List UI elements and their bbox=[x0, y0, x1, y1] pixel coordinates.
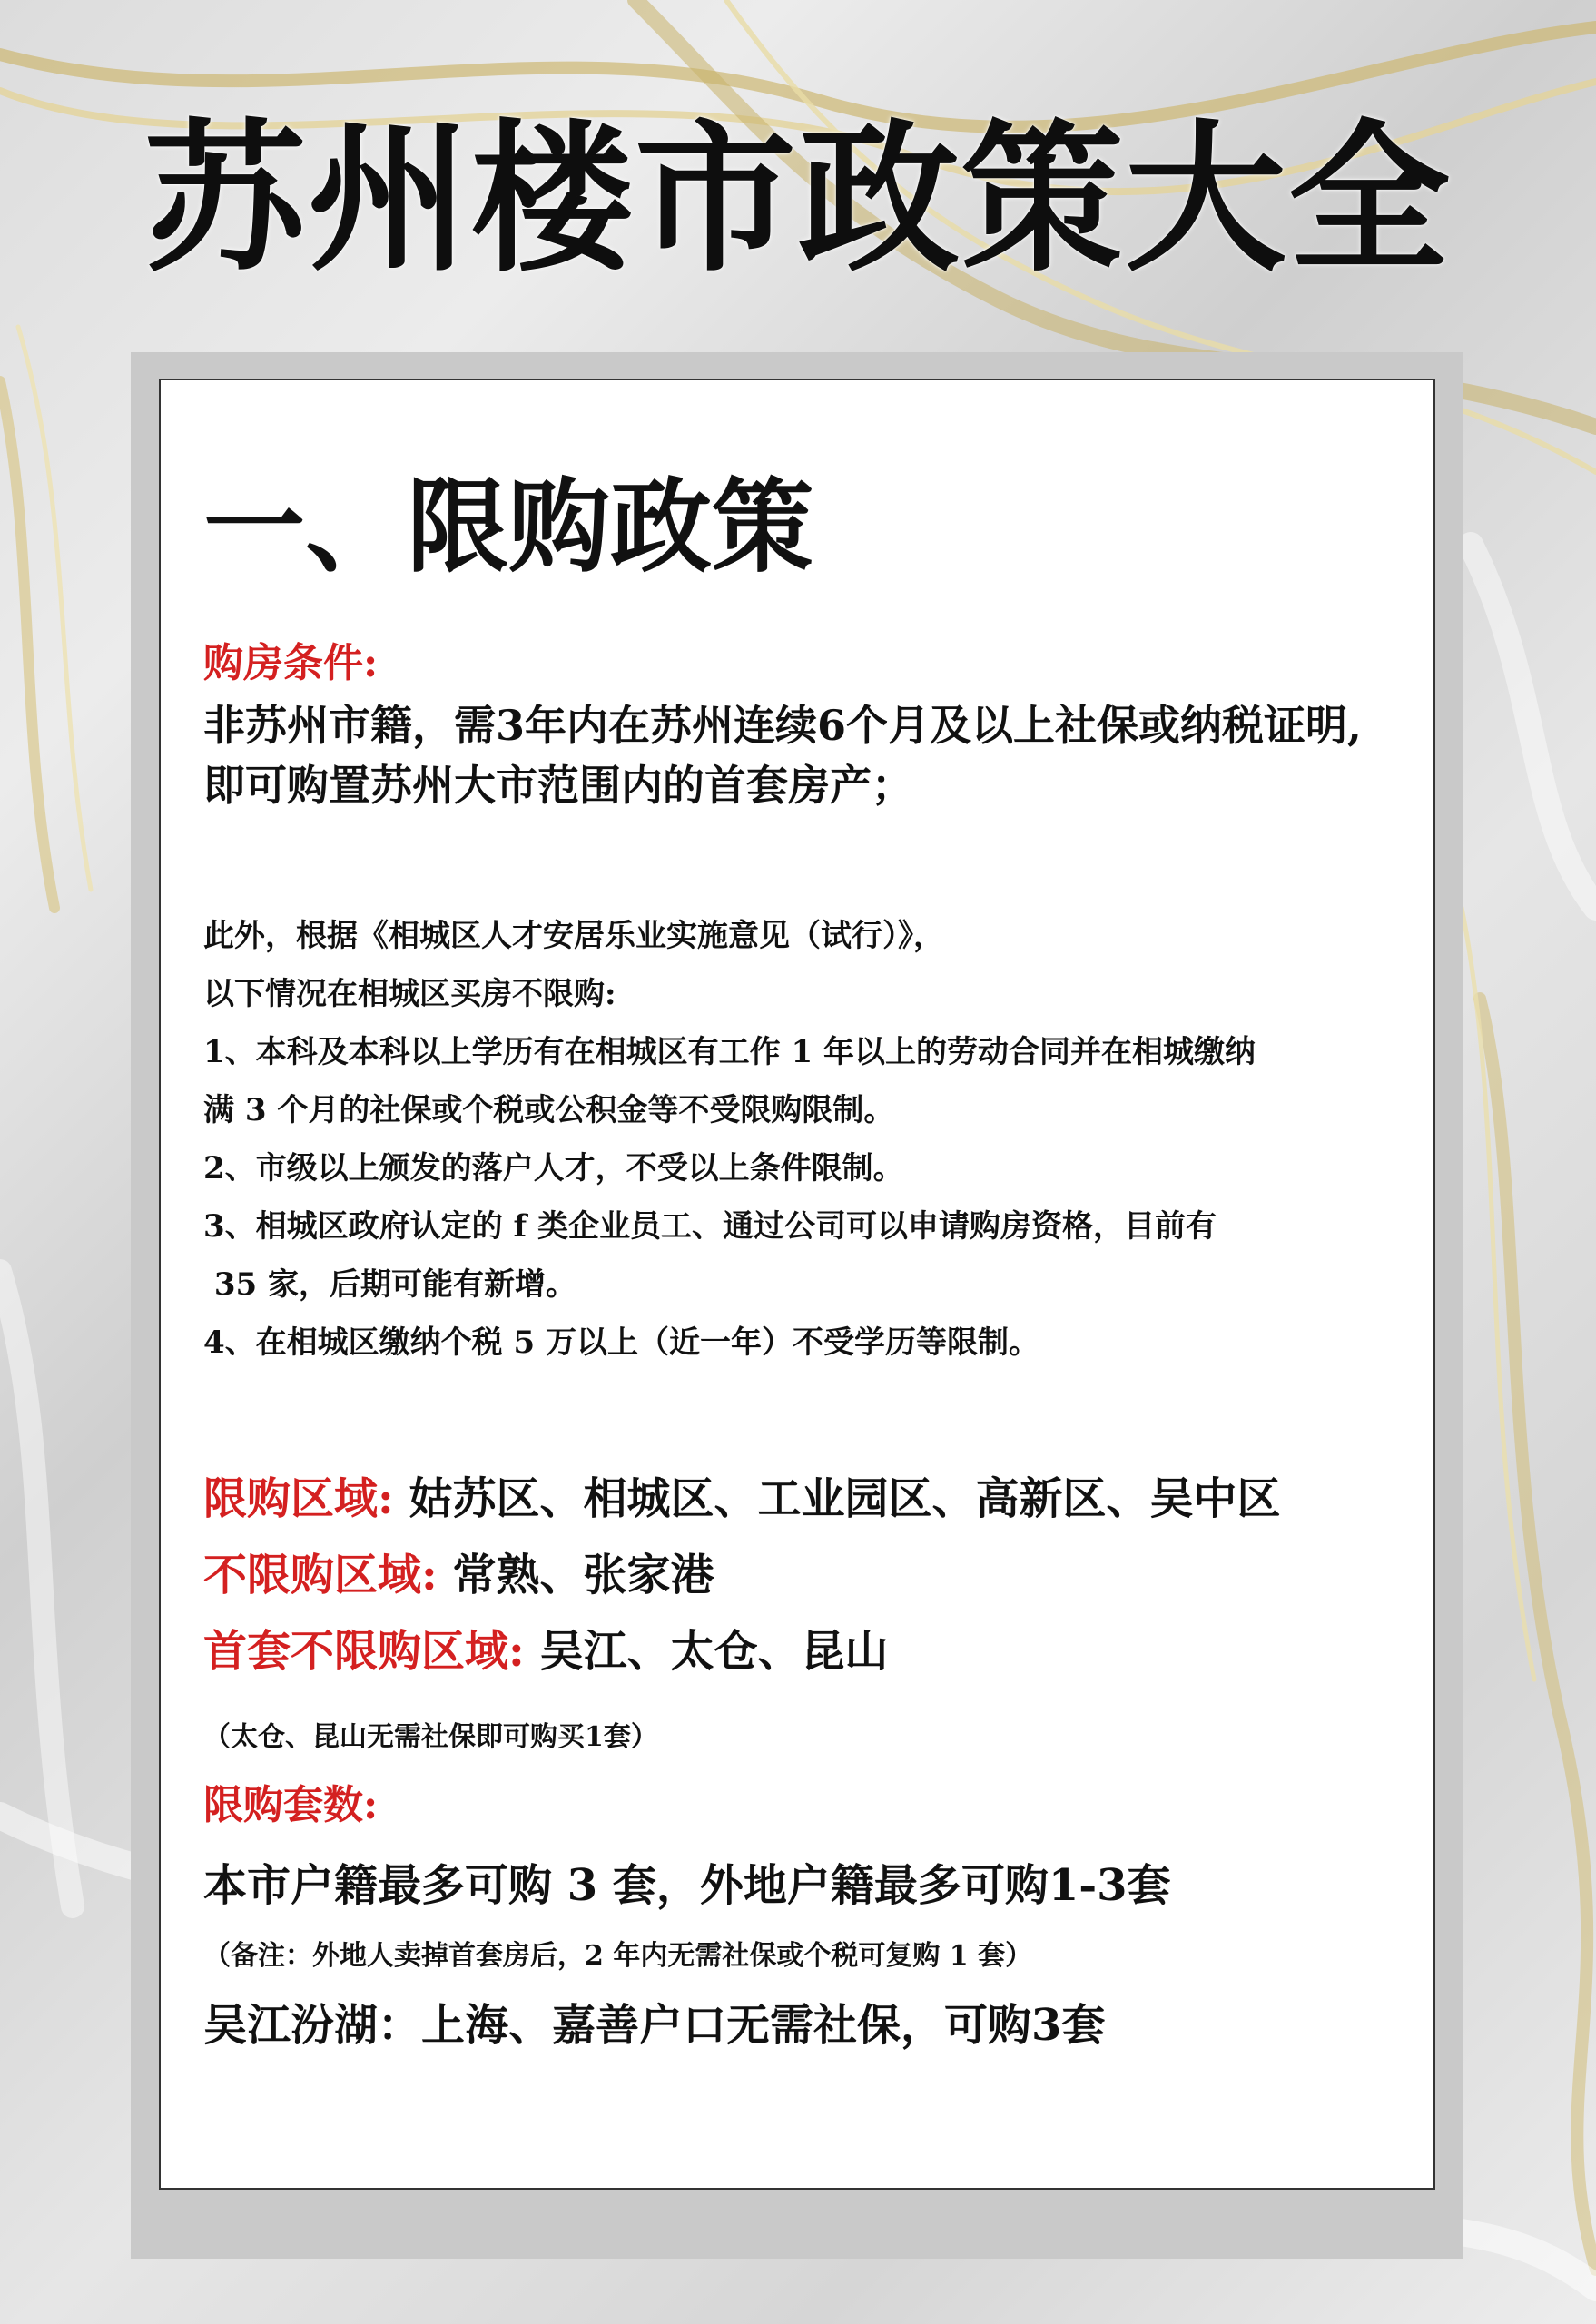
area-value: 吴江、太仓、昆山 bbox=[539, 1626, 889, 1677]
quota-label: 限购套数: bbox=[203, 1782, 379, 1828]
areas-note: （太仓、昆山无需社保即可购买1套） bbox=[203, 1721, 658, 1753]
page-headline: 苏州楼市政策大全 bbox=[144, 103, 1452, 293]
xiangcheng-line: 满 3 个月的社保或个税或公积金等不受限购限制。 bbox=[203, 1092, 895, 1128]
area-row bbox=[203, 1613, 1411, 1689]
area-row bbox=[203, 1537, 1411, 1613]
section-title: 一、限购政策 bbox=[203, 468, 813, 586]
condition-line: 非苏州市籍，需3年内在苏州连续6个月及以上社保或纳税证明, bbox=[203, 701, 1363, 750]
quota-fenhu: 吴江汾湖：上海、嘉善户口无需社保，可购3套 bbox=[203, 2000, 1106, 2051]
condition-block bbox=[203, 632, 1411, 815]
areas-block bbox=[203, 1461, 1411, 1689]
condition-label: 购房条件: bbox=[203, 640, 379, 686]
quota-block bbox=[203, 1771, 1411, 2069]
quota-main: 本市户籍最多可购 3 套，外地户籍最多可购1-3套 bbox=[203, 1860, 1171, 1911]
area-value: 姑苏区、相城区、工业园区、高新区、吴中区 bbox=[409, 1473, 1281, 1524]
area-row bbox=[203, 1461, 1411, 1537]
xiangcheng-line: 1、本科及本科以上学历有在相城区有工作 1 年以上的劳动合同并在相城缴纳 bbox=[203, 1034, 1256, 1070]
xiangcheng-line: 4、在相城区缴纳个税 5 万以上（近一年）不受学历等限制。 bbox=[203, 1324, 1039, 1361]
xiangcheng-line: 35 家，后期可能有新增。 bbox=[203, 1266, 576, 1303]
area-label: 不限购区域: bbox=[203, 1550, 438, 1600]
area-value: 常熟、张家港 bbox=[452, 1550, 714, 1600]
area-label: 限购区域: bbox=[203, 1473, 394, 1524]
xiangcheng-line: 此外，根据《相城区人才安居乐业实施意见（试行）》， bbox=[203, 918, 944, 954]
quota-note: （备注：外地人卖掉首套房后，2 年内无需社保或个税可复购 1 套） bbox=[203, 1940, 1033, 1972]
xiangcheng-line: 3、相城区政府认定的 f 类企业员工、通过公司可以申请购房资格，目前有 bbox=[203, 1208, 1217, 1245]
xiangcheng-line: 2、市级以上颁发的落户人才，不受以上条件限制。 bbox=[203, 1150, 904, 1187]
condition-line: 即可购置苏州大市范围内的首套房产； bbox=[203, 761, 913, 810]
xiangcheng-line: 以下情况在相城区买房不限购: bbox=[203, 976, 616, 1012]
xiangcheng-block bbox=[203, 907, 1411, 1372]
content-card bbox=[159, 379, 1435, 2190]
area-label: 首套不限购区域: bbox=[203, 1626, 525, 1677]
